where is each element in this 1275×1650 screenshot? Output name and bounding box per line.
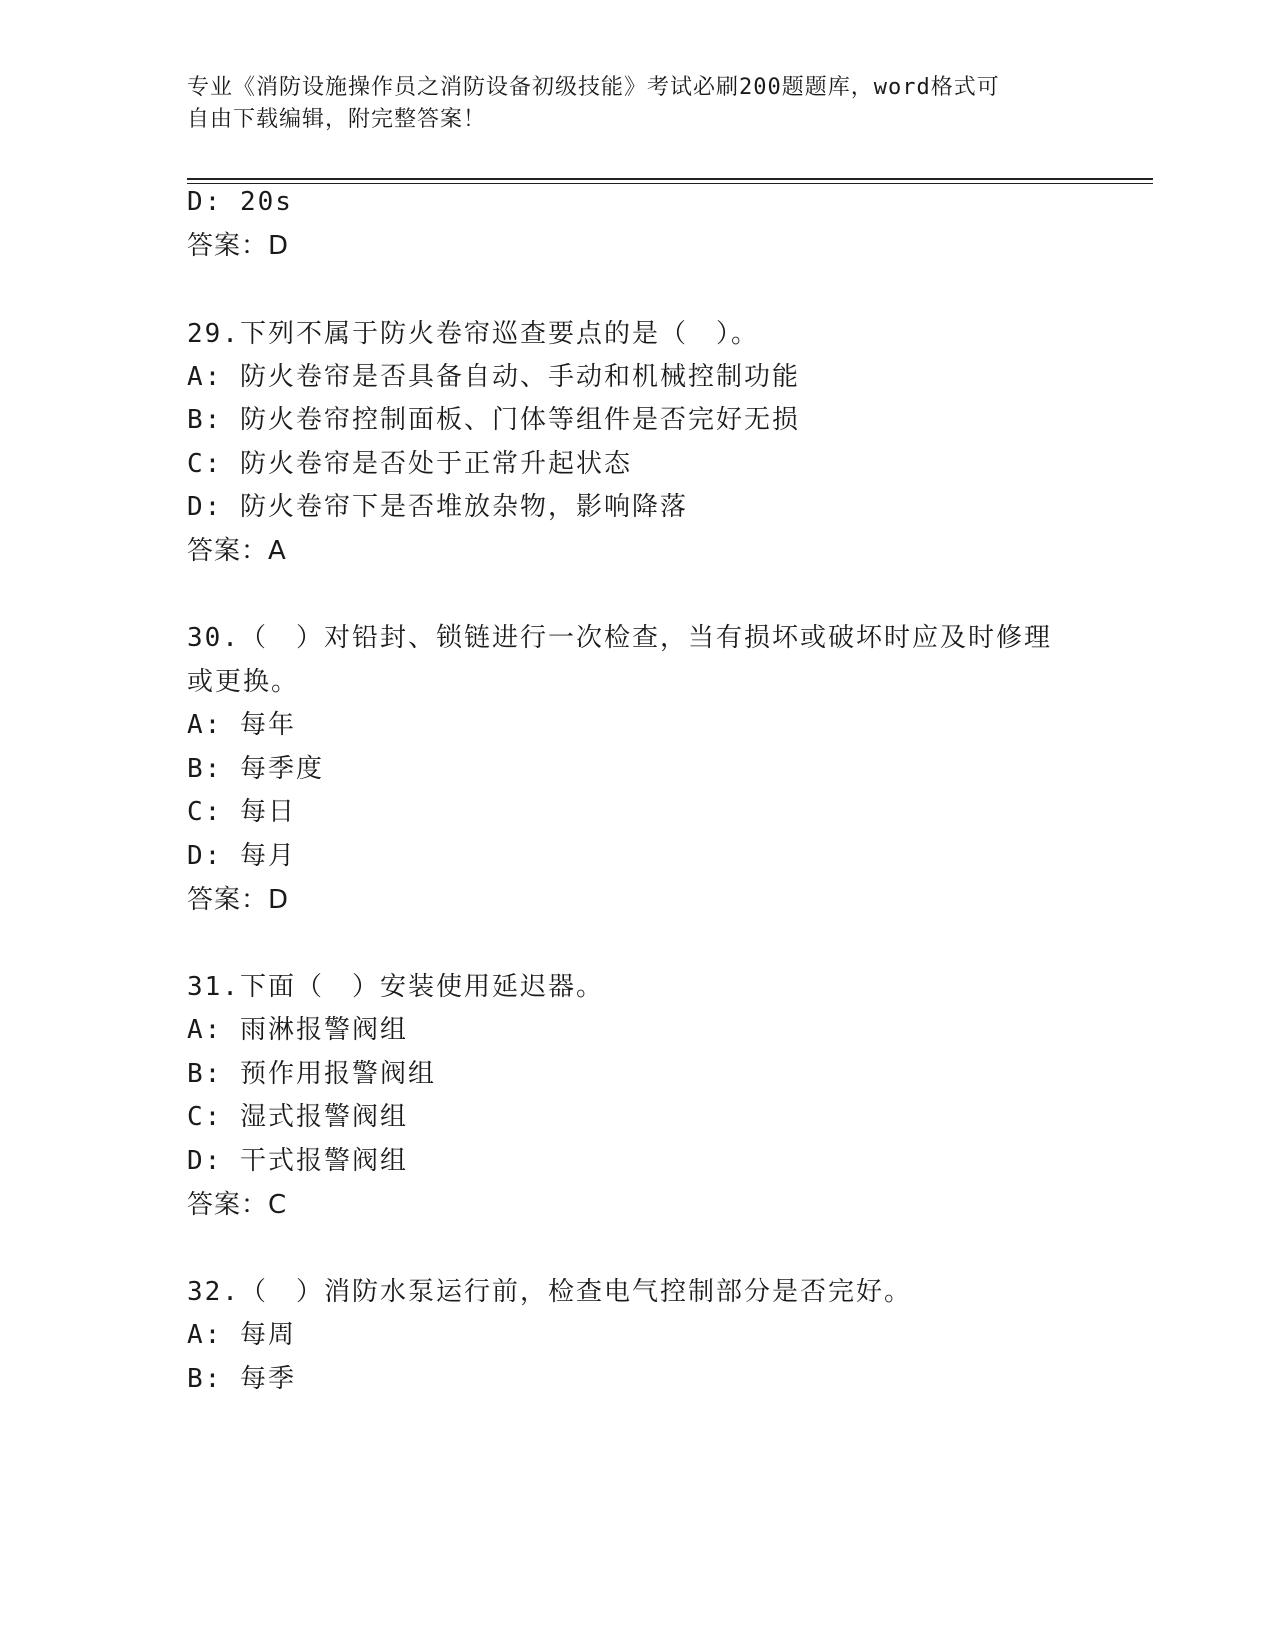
question-32-option-a: A: 每周 bbox=[187, 1320, 296, 1350]
question-31-stem: 31.下面（ ）安装使用延迟器。 bbox=[187, 972, 604, 1002]
question-29-option-a: A: 防火卷帘是否具备自动、手动和机械控制功能 bbox=[187, 362, 800, 392]
question-29-option-b: B: 防火卷帘控制面板、门体等组件是否完好无损 bbox=[187, 405, 800, 435]
question-31-option-c: C: 湿式报警阀组 bbox=[187, 1102, 408, 1132]
question-30-answer: 答案：D bbox=[187, 885, 290, 915]
question-31-answer: 答案：C bbox=[187, 1190, 288, 1220]
header-divider-thick bbox=[187, 178, 1153, 180]
question-30-option-b: B: 每季度 bbox=[187, 754, 324, 784]
header-divider-thin bbox=[187, 183, 1153, 184]
question-29-option-c: C: 防火卷帘是否处于正常升起状态 bbox=[187, 449, 632, 479]
question-29-option-d: D: 防火卷帘下是否堆放杂物，影响降落 bbox=[187, 492, 688, 522]
question-30-option-a: A: 每年 bbox=[187, 710, 296, 740]
question-32-stem: 32.（ ）消防水泵运行前，检查电气控制部分是否完好。 bbox=[187, 1277, 912, 1307]
question-29-answer: 答案：A bbox=[187, 536, 287, 566]
question-30-stem-continued: 或更换。 bbox=[187, 667, 300, 697]
question-30-option-c: C: 每日 bbox=[187, 797, 296, 827]
question-31-option-b: B: 预作用报警阀组 bbox=[187, 1059, 436, 1089]
carryover-option-d: D: 20s bbox=[187, 187, 293, 217]
question-30-option-d: D: 每月 bbox=[187, 841, 296, 871]
question-32-option-b: B: 每季 bbox=[187, 1364, 296, 1394]
document-header bbox=[187, 72, 1067, 136]
header-line-1: 专业《消防设施操作员之消防设备初级技能》考试必刷200题题库，word格式可 bbox=[187, 75, 1000, 100]
question-31-option-a: A: 雨淋报警阀组 bbox=[187, 1015, 408, 1045]
carryover-answer: 答案：D bbox=[187, 231, 290, 261]
question-29-stem: 29.下列不属于防火卷帘巡查要点的是（ ）。 bbox=[187, 319, 759, 349]
question-30-stem: 30.（ ）对铅封、锁链进行一次检查，当有损坏或破坏时应及时修理 bbox=[187, 623, 1052, 653]
question-31-option-d: D: 干式报警阀组 bbox=[187, 1146, 408, 1176]
header-line-2: 自由下载编辑，附完整答案！ bbox=[187, 107, 487, 132]
